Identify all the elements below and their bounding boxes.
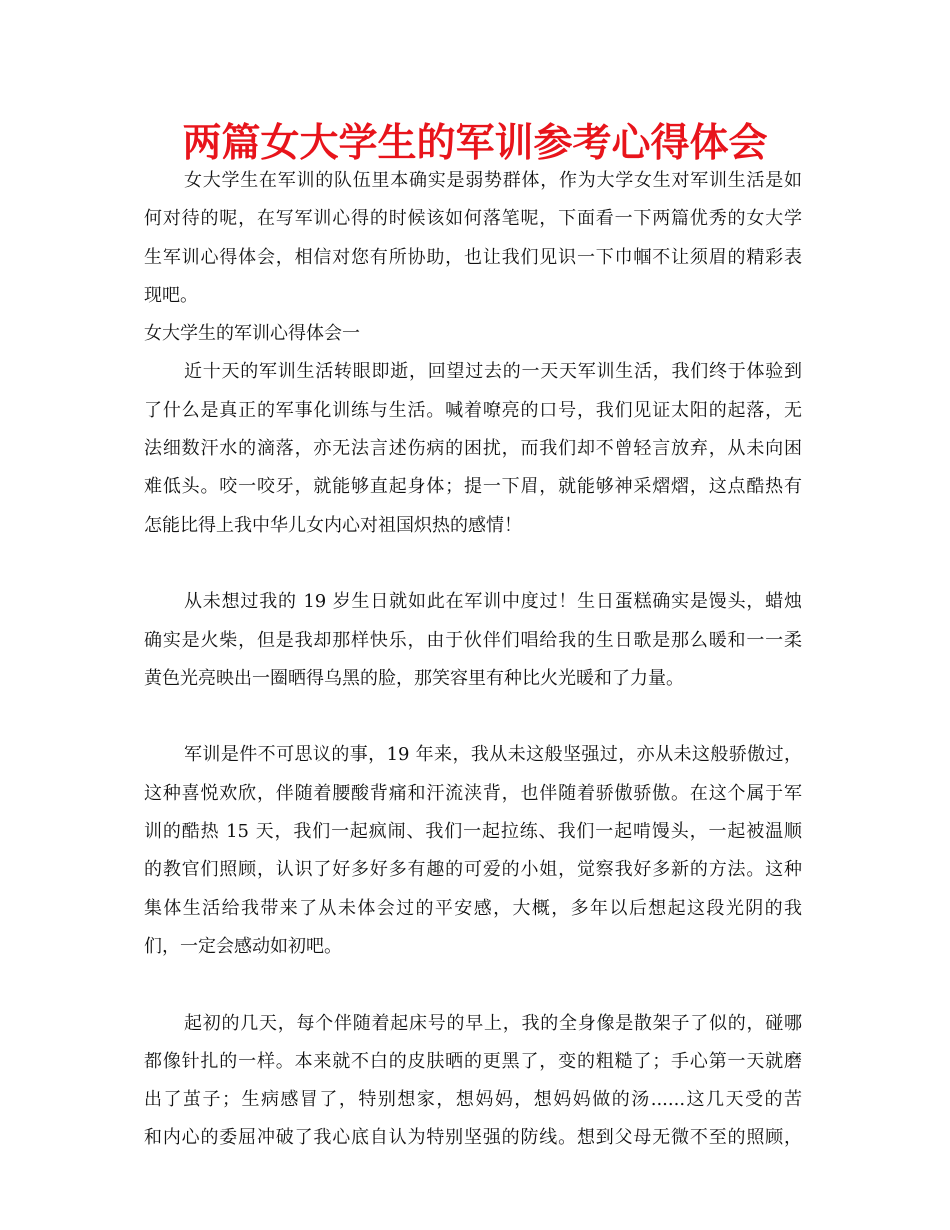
text-line: 军训是件不可思议的事，19 年来，我从未这般坚强过，亦从未这般骄傲过， xyxy=(184,744,802,766)
section-heading: 女大学生的军训心得体会一 xyxy=(144,323,360,345)
text-line: 何对待的呢，在写军训心得的时候该如何落笔呢，下面看一下两篇优秀的女大学 xyxy=(144,208,802,230)
body-paragraph xyxy=(144,353,802,544)
text-line: 和内心的委屈冲破了我心底自认为特别坚强的防线。想到父母无微不至的照顾， xyxy=(144,1127,802,1149)
text-line: 生军训心得体会，相信对您有所协助，也让我们见识一下巾帼不让须眉的精彩表 xyxy=(144,246,802,268)
text-line: 起初的几天，每个伴随着起床号的早上，我的全身像是散架子了似的，碰哪 xyxy=(184,1012,802,1034)
text-line: 黄色光亮映出一圈晒得乌黑的脸，那笑容里有种比火光暖和了力量。 xyxy=(144,667,684,689)
text-line: 集体生活给我带来了从未体会过的平安感，大概，多年以后想起这段光阴的我 xyxy=(144,897,802,919)
intro-paragraph xyxy=(144,162,802,315)
text-line: 近十天的军训生活转眼即逝，回望过去的一天天军训生活，我们终于体验到 xyxy=(184,361,802,383)
text-line: 们，一定会感动如初吧。 xyxy=(144,935,342,957)
text-line: 现吧。 xyxy=(144,284,198,306)
body-paragraph xyxy=(144,1005,802,1158)
text-line: 怎能比得上我中华儿女内心对祖国炽热的感情！ xyxy=(144,514,522,536)
paragraph-spacer xyxy=(144,698,802,736)
text-line: 出了茧子；生病感冒了，特别想家，想妈妈，想妈妈做的汤......这几天受的苦 xyxy=(144,1089,802,1111)
body-paragraph xyxy=(144,736,802,966)
text-line: 确实是火柴，但是我却那样快乐，由于伙伴们唱给我的生日歌是那么暖和一一柔 xyxy=(144,629,802,651)
text-line: 这种喜悦欢欣，伴随着腰酸背痛和汗流浃背，也伴随着骄傲骄傲。在这个属于军 xyxy=(144,782,802,804)
paragraph-spacer xyxy=(144,966,802,1004)
text-line: 的教官们照顾，认识了好多好多有趣的可爱的小姐，觉察我好多新的方法。这种 xyxy=(144,859,802,881)
text-line: 都像针扎的一样。本来就不白的皮肤晒的更黑了，变的粗糙了；手心第一天就磨 xyxy=(144,1050,802,1072)
document-title: 两篇女大学生的军训参考心得体会 xyxy=(182,121,768,166)
text-line: 了什么是真正的军事化训练与生活。喊着嘹亮的口号，我们见证太阳的起落，无 xyxy=(144,399,802,421)
document-body xyxy=(144,162,802,1158)
text-line: 训的酷热 15 天，我们一起疯闹、我们一起拉练、我们一起啃馒头，一起被温顺 xyxy=(144,821,802,843)
body-paragraph xyxy=(144,583,802,698)
paragraph-spacer xyxy=(144,545,802,583)
text-line: 法细数汗水的滴落，亦无法言述伤病的困扰，而我们却不曾轻言放弃，从未向困 xyxy=(144,438,802,460)
text-line: 难低头。咬一咬牙，就能够直起身体；提一下眉，就能够神采熠熠，这点酷热有 xyxy=(144,476,802,498)
text-line: 从未想过我的 19 岁生日就如此在军训中度过！生日蛋糕确实是馒头，蜡烛 xyxy=(184,591,802,613)
text-line: 女大学生在军训的队伍里本确实是弱势群体，作为大学女生对军训生活是如 xyxy=(184,170,802,191)
